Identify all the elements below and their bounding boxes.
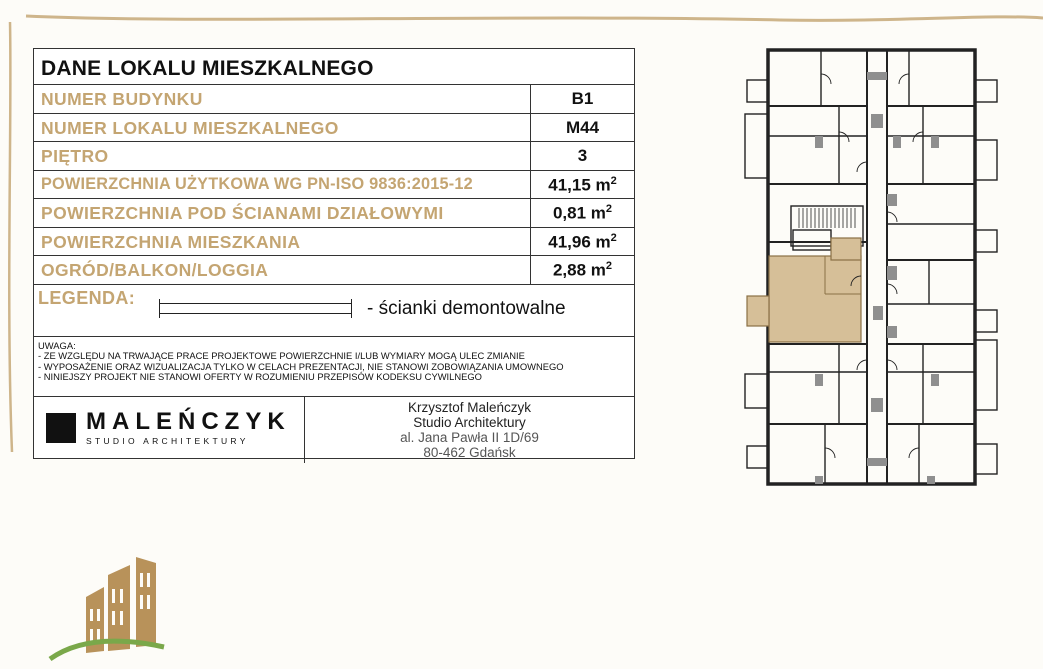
highlighted-apartment xyxy=(747,238,861,342)
row-value: 3 xyxy=(577,146,588,165)
notes xyxy=(34,337,634,397)
row-value: B1 xyxy=(571,89,594,108)
row-label: PIĘTRO xyxy=(34,142,531,170)
address-line: Krzysztof Maleńczyk xyxy=(407,399,532,415)
row-label: POWIERZCHNIA UŻYTKOWA WG PN-ISO 9836:2015-12 xyxy=(34,171,531,199)
floor-plan-drawing xyxy=(743,44,1001,490)
studio-address xyxy=(305,397,634,463)
row-label: NUMER BUDYNKU xyxy=(34,85,531,113)
note-line: - NINIEJSZY PROJEKT NIE STANOWI OFERTY W ROZUMIENIU PRZEPISÓW KODEKSU CYWILNEGO xyxy=(38,371,482,383)
data-row-building xyxy=(34,85,634,114)
data-row-apartment-area xyxy=(34,228,634,257)
building-logo-icon xyxy=(48,553,166,663)
logo-square-icon xyxy=(46,413,76,443)
studio-logo xyxy=(34,397,305,463)
data-row-floor xyxy=(34,142,634,171)
logo-name: MALEŃCZYK xyxy=(86,407,291,435)
address-line: 80-462 Gdańsk xyxy=(423,444,516,460)
removable-wall-symbol xyxy=(159,303,352,314)
logo-subtitle: STUDIO ARCHITEKTURY xyxy=(86,435,249,446)
row-value: 0,81 $m^2$ xyxy=(552,203,613,223)
row-label: POWIERZCHNIA POD ŚCIANAMI DZIAŁOWYMI xyxy=(34,199,531,227)
row-label: POWIERZCHNIA MIESZKANIA xyxy=(34,228,531,256)
row-label: OGRÓD/BALKON/LOGGIA xyxy=(34,256,531,284)
legend xyxy=(34,285,634,337)
apartment-data-card xyxy=(33,48,635,459)
card-footer xyxy=(34,397,634,463)
legend-text: - ścianki demontowalne xyxy=(367,297,566,319)
row-value: 2,88 $m^2$ xyxy=(552,260,613,280)
row-value: 41,96 $m^2$ xyxy=(548,231,617,252)
data-row-usable-area xyxy=(34,171,634,200)
data-row-unit-number xyxy=(34,114,634,143)
row-value: M44 xyxy=(565,117,600,137)
address-line: al. Jana Pawła II 1D/69 xyxy=(400,429,539,445)
data-row-partition-area xyxy=(34,199,634,228)
note-line: - ZE WZGLĘDU NA TRWAJĄCE PRACE PROJEKTOWE POWIERZCHNIE I/LUB WYMIARY MOGĄ ULEC ZMIANIE xyxy=(38,350,525,362)
note-line: - WYPOSAŻENIE ORAZ WIZUALIZACJA TYLKO W CELACH PREZENTACJI, NIE STANOWI ZOBOWIĄZANIA UMOWNEGO xyxy=(38,360,564,372)
address-line: Studio Architektury xyxy=(413,414,526,430)
data-row-garden-balcony xyxy=(34,256,634,285)
row-value: 41,15 $m^2$ xyxy=(548,174,617,195)
note-line: UWAGA: xyxy=(38,339,76,351)
row-label: NUMER LOKALU MIESZKALNEGO xyxy=(34,114,531,142)
card-title: DANE LOKALU MIESZKALNEGO xyxy=(34,49,634,85)
legend-title: LEGENDA: xyxy=(38,287,136,308)
